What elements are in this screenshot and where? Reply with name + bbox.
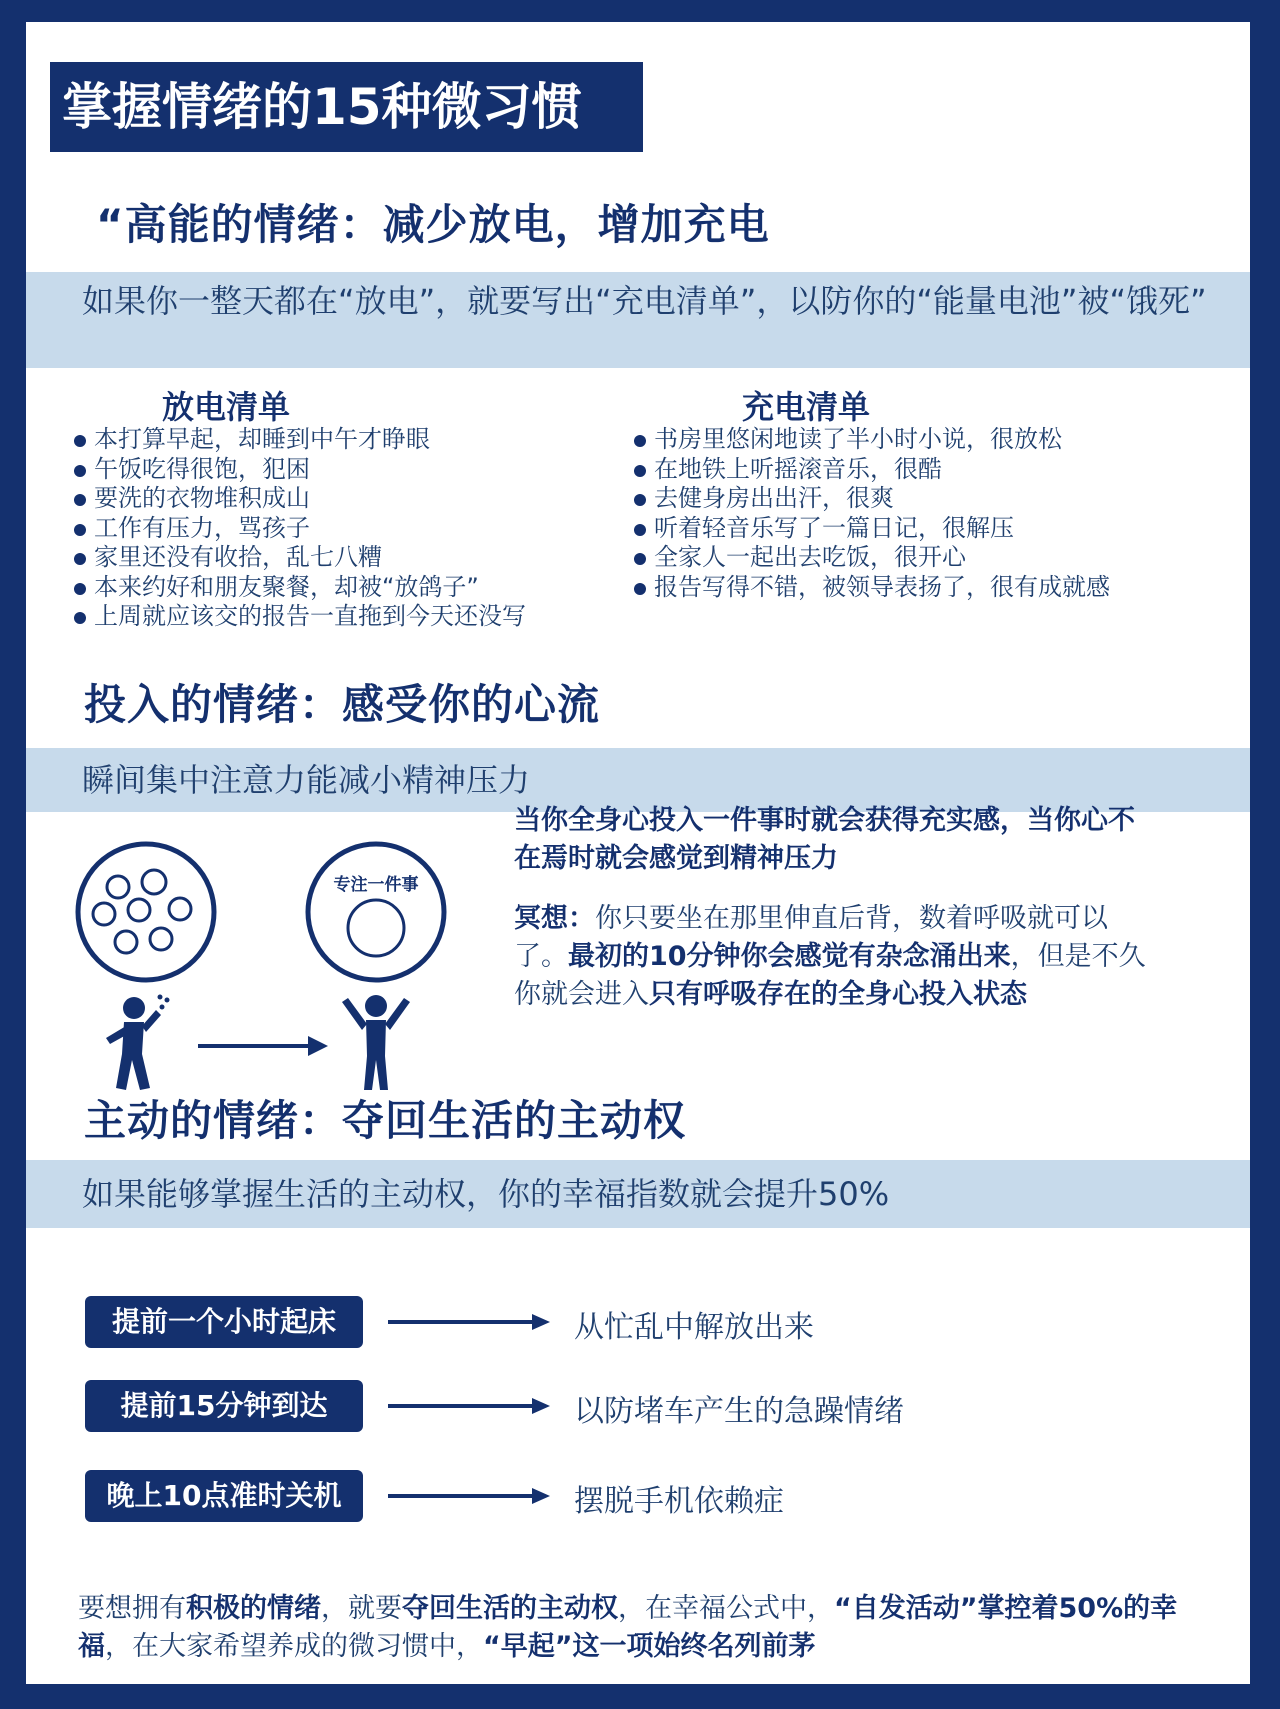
section3-heading: 主动的情绪：夺回生活的主动权 (84, 1096, 687, 1145)
list-item: 午饭吃得很饱，犯困 (72, 455, 526, 485)
habit-pill-2: 提前15分钟到达 (85, 1380, 363, 1432)
section3-band (26, 1160, 1250, 1228)
stressed-person-icon (106, 995, 170, 1091)
habit-result-3: 摆脱手机依赖症 (574, 1484, 784, 1519)
calm-person-icon (342, 995, 410, 1090)
footer-text-1: 要想拥有 (78, 1593, 186, 1624)
section2-band-text: 瞬间集中注意力能减小精神压力 (82, 761, 531, 799)
footer-emphasis-2: 夺回生活的主动权 (402, 1593, 618, 1624)
list-item: 书房里悠闲地读了半小时小说，很放松 (632, 425, 1110, 455)
section1-band (26, 272, 1250, 368)
meditation-emphasis-1: 最初的10分钟你会感觉有杂念涌出来 (568, 941, 1011, 972)
charge-list-title: 充电清单 (742, 388, 871, 426)
footer-text-4: ，在大家希望养成的微习惯中， (105, 1631, 483, 1662)
infographic-page (26, 22, 1250, 1684)
habit-pill-1: 提前一个小时起床 (85, 1296, 363, 1348)
footer-text-3: ，在幸福公式中， (618, 1593, 834, 1624)
list-item: 要洗的衣物堆积成山 (72, 484, 526, 514)
footer-paragraph (78, 1590, 1208, 1666)
list-item: 报告写得不错，被领导表扬了，很有成就感 (632, 573, 1110, 603)
meditation-label: 冥想： (514, 903, 595, 934)
list-item: 全家人一起出去吃饭，很开心 (632, 543, 1110, 573)
list-item: 在地铁上听摇滚音乐，很酷 (632, 455, 1110, 485)
focused-mind-icon (308, 844, 444, 980)
section2-heading: 投入的情绪：感受你的心流 (84, 680, 601, 729)
habit-result-2: 以防堵车产生的急躁情绪 (574, 1394, 904, 1429)
right-arrow-icon (198, 1036, 328, 1056)
footer-emphasis-4: “早起”这一项始终名列前茅 (483, 1631, 816, 1662)
list-item: 家里还没有收拾，乱七八糟 (72, 543, 526, 573)
footer-emphasis-1: 积极的情绪 (186, 1593, 321, 1624)
list-item: 本打算早起，却睡到中午才睁眼 (72, 425, 526, 455)
flow-text: 当你全身心投入一件事时就会获得充实感，当你心不在焉时就会感觉到精神压力 (514, 805, 1135, 874)
section3-band-text: 如果能够掌握生活的主动权，你的幸福指数就会提升50% (82, 1175, 890, 1213)
page-title: 掌握情绪的15种微习惯 (50, 62, 643, 152)
meditation-emphasis-2: 只有呼吸存在的全身心投入状态 (649, 979, 1027, 1010)
meditation-paragraph (514, 900, 1154, 1014)
scattered-mind-icon (78, 844, 214, 980)
list-item: 工作有压力，骂孩子 (72, 514, 526, 544)
list-item: 听着轻音乐写了一篇日记，很解压 (632, 514, 1110, 544)
meditation-text-2: ，但是不久你就会进入 (514, 941, 1146, 1010)
right-arrow-icon (388, 1312, 550, 1332)
list-item: 本来约好和朋友聚餐，却被“放鸽子” (72, 573, 526, 603)
section1-band-text: 如果你一整天都在“放电”，就要写出“充电清单”，以防你的“能量电池”被“饿死” (82, 282, 1207, 320)
right-arrow-icon (388, 1486, 550, 1506)
footer-emphasis-3: “自发活动”掌控着50%的幸福 (78, 1593, 1178, 1662)
footer-text-2: ，就要 (321, 1593, 402, 1624)
flow-paragraph (514, 802, 1154, 878)
meditation-text: 你只要坐在那里伸直后背，数着呼吸就可以了。 (514, 903, 1108, 972)
charge-list (632, 425, 1110, 602)
list-item: 去健身房出出汗，很爽 (632, 484, 1110, 514)
list-item: 上周就应该交的报告一直拖到今天还没写 (72, 602, 526, 632)
right-arrow-icon (388, 1396, 550, 1416)
focus-label: 专注一件事 (333, 875, 419, 895)
discharge-list (72, 425, 526, 632)
section1-heading: “高能的情绪：减少放电，增加充电 (96, 200, 770, 249)
habit-pill-3: 晚上10点准时关机 (85, 1470, 363, 1522)
focus-illustration (46, 832, 466, 1102)
discharge-list-title: 放电清单 (162, 388, 291, 426)
habit-result-1: 从忙乱中解放出来 (574, 1310, 814, 1345)
